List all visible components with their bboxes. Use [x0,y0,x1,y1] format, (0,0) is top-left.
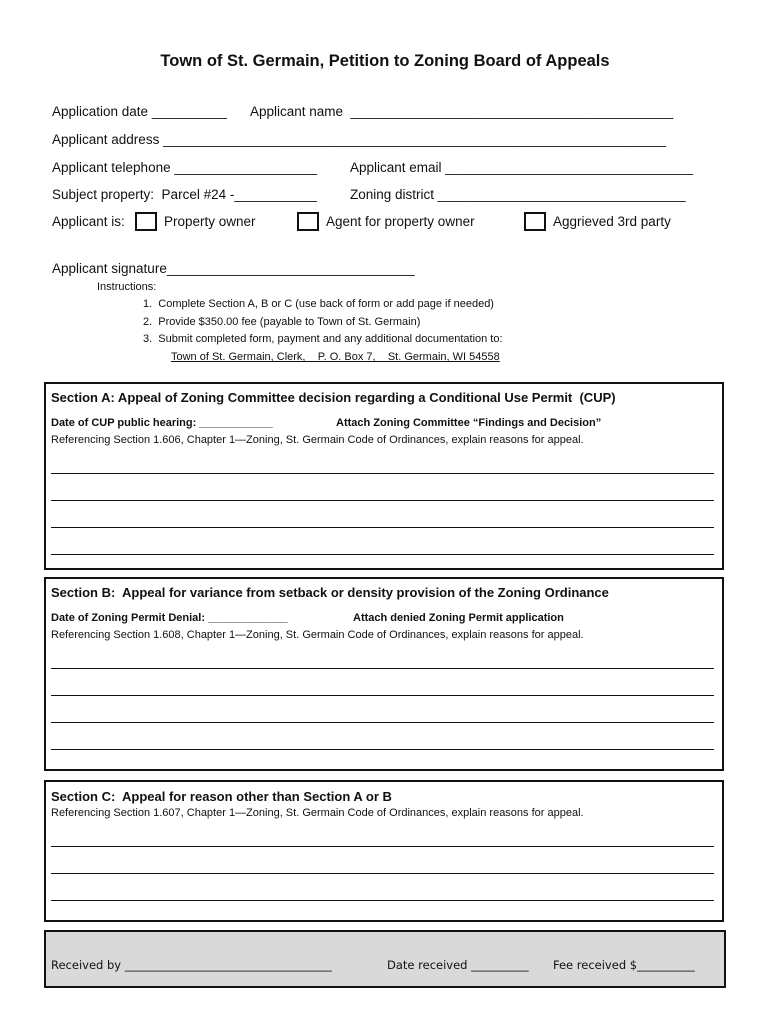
section-b-answer-line[interactable] [51,695,714,696]
section-a-answer-line[interactable] [51,554,714,555]
instruction-item: 1. Complete Section A, B or C (use back of form or add page if needed) [143,298,494,310]
section-c-reference: Referencing Section 1.607, Chapter 1—Zoning, St. Germain Code of Ordinances, explain reasons for appeal. [51,807,584,819]
date-received-field[interactable]: Date received __________ [387,958,529,972]
section-a-answer-line[interactable] [51,500,714,501]
section-b-answer-line[interactable] [51,749,714,750]
section-a-answer-line[interactable] [51,527,714,528]
instruction-item: 3. Submit completed form, payment and any additional documentation to: [143,333,503,345]
applicant-is-label: Applicant is: [52,214,125,229]
property-owner-checkbox[interactable] [135,212,157,231]
section-b-attach-note: Attach denied Zoning Permit application [353,612,564,624]
page-title: Town of St. Germain, Petition to Zoning Board of Appeals [160,52,610,70]
instruction-item: 2. Provide $350.00 fee (payable to Town of St. Germain) [143,316,421,328]
section-c-answer-line[interactable] [51,846,714,847]
section-c [44,780,724,922]
instructions-heading: Instructions: [97,281,157,293]
applicant-name-field[interactable]: Applicant name ___________________________________________ [250,104,674,119]
agent-checkbox[interactable] [297,212,319,231]
section-b-answer-line[interactable] [51,722,714,723]
fee-received-field[interactable]: Fee received $__________ [553,958,695,972]
section-c-answer-line[interactable] [51,900,714,901]
cup-hearing-date-field[interactable]: Date of CUP public hearing: ____________ [51,417,273,429]
section-a-answer-line[interactable] [51,473,714,474]
aggrieved-party-label: Aggrieved 3rd party [553,214,671,229]
section-b [44,577,724,771]
section-a-reference: Referencing Section 1.606, Chapter 1—Zoning, St. Germain Code of Ordinances, explain reasons for appeal. [51,434,584,446]
agent-label: Agent for property owner [326,214,475,229]
aggrieved-party-checkbox[interactable] [524,212,546,231]
section-a-attach-note: Attach Zoning Committee “Findings and Decision” [336,417,602,429]
section-b-reference: Referencing Section 1.608, Chapter 1—Zoning, St. Germain Code of Ordinances, explain reasons for appeal. [51,629,584,641]
section-c-answer-line[interactable] [51,873,714,874]
section-a-title: Section A: Appeal of Zoning Committee decision regarding a Conditional Use Permit (CUP) [51,390,616,405]
permit-denial-date-field[interactable]: Date of Zoning Permit Denial: _____________ [51,612,288,624]
applicant-signature-field[interactable]: Applicant signature_________________________________ [52,261,415,276]
zoning-district-field[interactable]: Zoning district _________________________________ [350,187,686,202]
office-use-box [44,930,726,988]
property-owner-label: Property owner [164,214,256,229]
applicant-address-field[interactable]: Applicant address ___________________________________________________________________ [52,132,667,147]
mailing-address: Town of St. Germain, Clerk, P. O. Box 7, St. Germain, WI 54558 [171,351,500,363]
received-by-field[interactable]: Received by ____________________________________ [51,958,332,972]
section-b-title: Section B: Appeal for variance from setback or density provision of the Zoning Ordinance [51,585,609,600]
section-c-title: Section C: Appeal for reason other than Section A or B [51,789,392,804]
subject-property-field[interactable]: Subject property: Parcel #24 -___________ [52,187,317,202]
section-a [44,382,724,570]
applicant-telephone-field[interactable]: Applicant telephone ___________________ [52,160,317,175]
section-b-answer-line[interactable] [51,668,714,669]
application-date-field[interactable]: Application date __________ [52,104,227,119]
applicant-email-field[interactable]: Applicant email _________________________________ [350,160,694,175]
